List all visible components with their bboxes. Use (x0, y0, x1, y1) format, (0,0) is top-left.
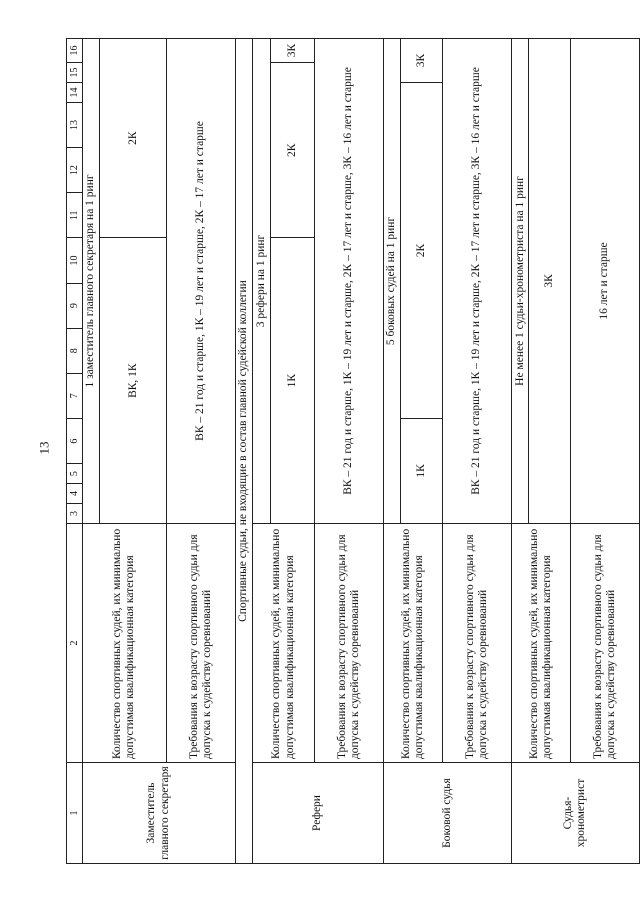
age-deputy: ВК – 21 год и старше, 1К – 19 лет и старше, 2К – 17 лет и старше (167, 39, 236, 524)
col-num: 7 (67, 373, 83, 418)
category-side-judge-b: 2К (401, 82, 443, 418)
category-deputy-a: ВК, 1К (100, 238, 167, 524)
row-label-age: Требования к возрасту спортивного судьи для допуска к судейству соревнований (571, 523, 640, 762)
role-timekeeper: Судья-хронометрист (511, 763, 639, 864)
category-timekeeper: 3К (529, 39, 571, 524)
count-referee: 3 рефери на 1 ринг (253, 39, 271, 524)
col-num: 11 (67, 193, 83, 238)
category-referee-a: 1К (271, 238, 315, 524)
category-deputy-b: 2К (100, 39, 167, 238)
judges-table-sheet (66, 38, 640, 864)
col-num: 2 (67, 523, 83, 762)
row-label-count: Количество спортивных судей, их минимально допустимая квалификационная категория (82, 523, 166, 762)
col-num: 4 (67, 484, 83, 504)
category-side-judge-a: 1К (401, 419, 443, 524)
category-referee-c: 3К (271, 39, 315, 63)
age-timekeeper: 16 лет и старше (571, 39, 640, 524)
col-num: 8 (67, 328, 83, 373)
row-label-age: Требования к возрасту спортивного судьи для допуска к судейству соревнований (314, 523, 383, 762)
role-deputy-secretary: Заместитель главного секретаря (82, 763, 235, 864)
age-side-judge: ВК – 21 год и старше, 1К – 19 лет и старше, 2К – 17 лет и старше, 3К – 16 лет и старше (443, 39, 512, 524)
row-label-count: Количество спортивных судей, их минимально допустимая квалификационная категория (383, 523, 442, 762)
column-number-row (67, 39, 83, 864)
col-num: 15 (67, 63, 83, 83)
age-referee: ВК – 21 год и старше, 1К – 19 лет и старше, 2К – 17 лет и старше, 3К – 16 лет и старше (314, 39, 383, 524)
col-num: 13 (67, 102, 83, 147)
role-side-judge: Боковой судья (383, 763, 511, 864)
row-label-count: Количество спортивных судей, их минимально допустимая квалификационная категория (511, 523, 570, 762)
col-num: 12 (67, 148, 83, 193)
section-header: Спортивные судьи, не входящие в состав главной судейской коллегии (235, 39, 253, 864)
row-label-age: Требования к возрасту спортивного судьи для допуска к судейству соревнований (167, 523, 236, 762)
count-timekeeper: Не менее 1 судьи-хронометриста на 1 ринг (511, 39, 529, 524)
col-num: 16 (67, 39, 83, 63)
judges-table (66, 38, 640, 864)
count-deputy: 1 заместитель главного секретаря на 1 ринг (82, 39, 100, 524)
category-side-judge-c: 3К (401, 39, 443, 83)
row-label-age: Требования к возрасту спортивного судьи для допуска к судейству соревнований (443, 523, 512, 762)
col-num: 6 (67, 419, 83, 464)
col-num: 14 (67, 82, 83, 102)
role-referee: Рефери (253, 763, 383, 864)
col-num: 3 (67, 504, 83, 524)
col-num: 5 (67, 464, 83, 484)
row-label-count: Количество спортивных судей, их минимально допустимая квалификационная категория (253, 523, 314, 762)
col-num: 9 (67, 283, 83, 328)
col-num: 10 (67, 238, 83, 283)
count-side-judge: 5 боковых судей на 1 ринг (383, 39, 401, 524)
page-number: 13 (36, 441, 52, 455)
col-num: 1 (67, 763, 83, 864)
category-referee-b: 2К (271, 63, 315, 238)
